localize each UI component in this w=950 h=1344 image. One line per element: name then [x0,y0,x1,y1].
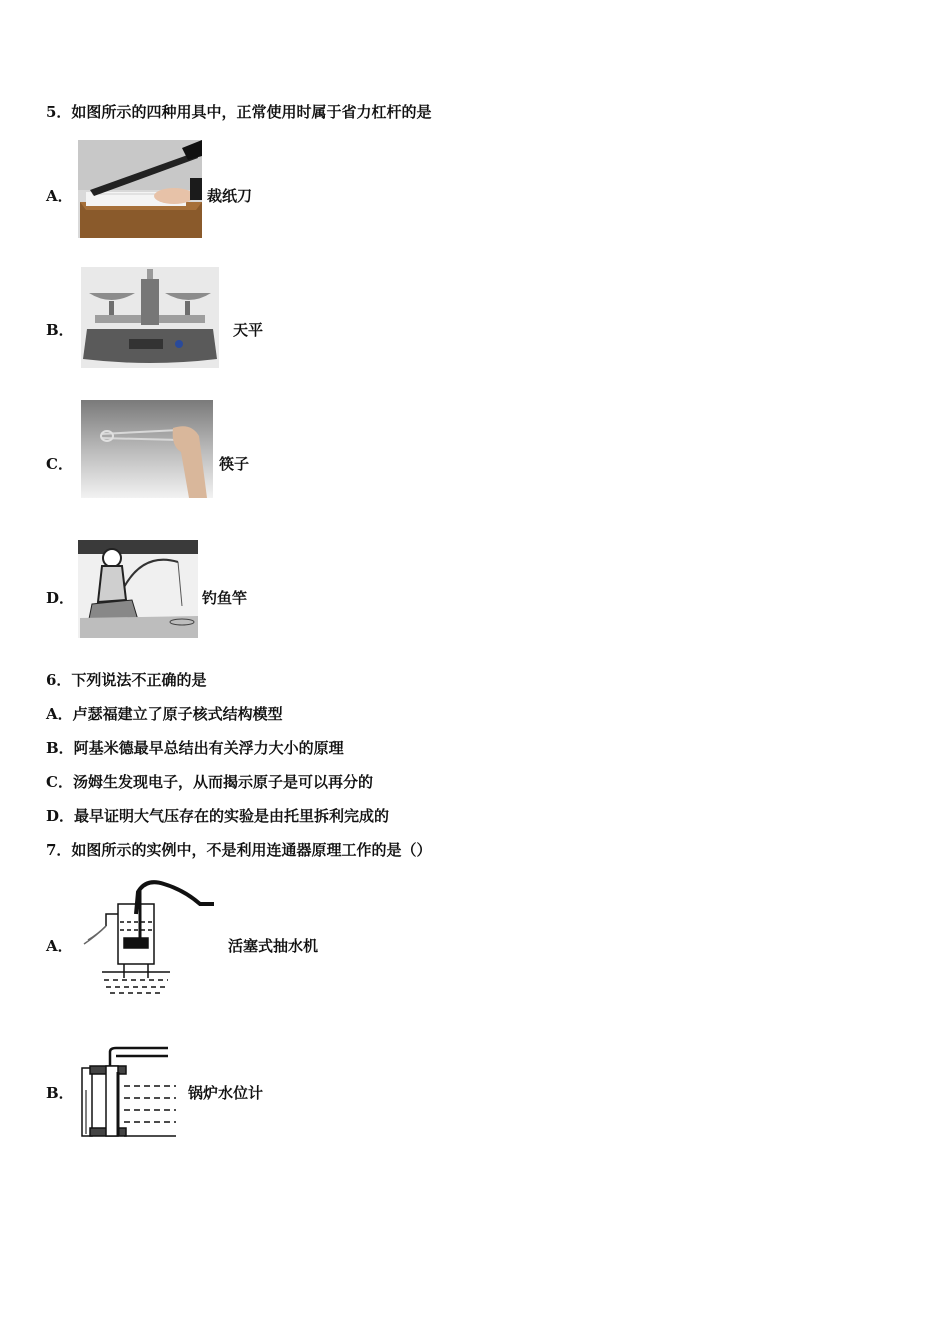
piston-pump-diagram [80,874,218,996]
boiler-water-gauge-diagram [80,1044,178,1142]
q5-option-d-caption: 钓鱼竿 [202,589,248,607]
q7-option-b-letter: B． [46,1084,74,1102]
q6-stem: 6．下列说法不正确的是 [46,671,207,689]
q6-option-d: D．最早证明大气压存在的实验是由托里拆利完成的 [46,807,390,825]
chopsticks-image [81,400,213,498]
q7-option-a-caption: 活塞式抽水机 [228,937,319,955]
q6-option-b: B．阿基米德最早总结出有关浮力大小的原理 [46,739,344,757]
q7-stem: 7．如图所示的实例中，不是利用连通器原理工作的是（） [46,841,432,859]
q7-option-a-letter: A． [46,937,73,955]
q5-option-a-letter: A． [46,187,73,205]
q5-option-c-caption: 筷子 [219,455,250,473]
q6-option-a: A．卢瑟福建立了原子核式结构模型 [46,705,283,723]
q6-option-c: C．汤姆生发现电子，从而揭示原子是可以再分的 [46,773,373,791]
fishing-rod-image [78,540,198,638]
q5-option-b-caption: 天平 [233,321,264,339]
balance-scale-image [81,267,219,368]
q7-option-b-caption: 锅炉水位计 [188,1084,264,1102]
q5-option-a-caption: 裁纸刀 [207,187,253,205]
q5-option-b-letter: B． [46,321,74,339]
q5-stem: 5．如图所示的四种用具中，正常使用时属于省力杠杆的是 [46,103,432,121]
q5-option-d-letter: D． [46,589,75,607]
q5-option-c-letter: C． [46,455,73,473]
paper-cutter-image [78,140,202,238]
